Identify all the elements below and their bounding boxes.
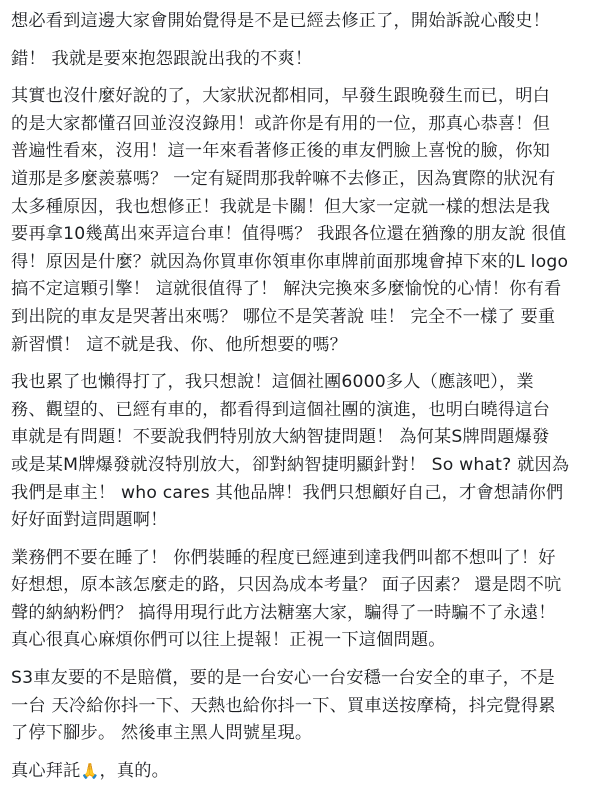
text-line: 到出院的車友是哭著出來嗎？ 哪位不是笑著說 哇！ 完全不一樣了 要重 [11,306,556,327]
closing-text-before: 真心拜託 [11,760,81,781]
text-line: 其實也沒什麼好說的了，大家狀況都相同，早發生跟晚發生而已，明白 [11,86,551,107]
text-line: 聲的納納粉們？ 搞得用現行此方法糖塞大家，騙得了一時騙不了永遠！ [11,602,556,623]
text-line: 好想想，原本該怎麼走的路，只因為成本考量？ 面子因素？ 還是悶不吭 [11,575,562,596]
text-line: 業務們不要在睡了！ 你們裝睡的程度已經連到達我們叫都不想叫了！好 [11,547,556,568]
paragraph-5 [11,545,609,655]
text-line: 想必看到這邊大家會開始覺得是不是已經去修正了，開始訴說心酸史！ [11,11,551,31]
text-line: 普遍性看來，沒用！這一年來看著修正後的車友們臉上喜悅的臉，你知 [11,141,551,162]
paragraph-1 [11,8,609,36]
paragraph-3 [11,83,609,359]
text-line: 錯！ 我就是要來抱怨跟說出我的不爽！ [11,48,313,69]
text-line: 道那是多麼羨慕嗎？ 一定有疑問那我幹嘛不去修正，因為實際的狀況有 [11,168,556,189]
closing-line [11,758,609,786]
text-line: 得！原因是什麼？就因為你買車你領車你車牌前面那塊會掉下來的L logo [11,251,569,272]
paragraph-2 [11,46,609,74]
text-line: 車就是有問題！不要說我們特別放大納智捷問題！ 為何某S牌問題爆發 [11,427,550,448]
text-line: 新習慣！ 這不就是我、你、他所想要的嗎？ [11,334,348,355]
closing-text-after: ，真的。 [99,760,170,781]
text-line: 務、觀望的、已經有車的，都看得到這個社團的演進，也明白曉得這台 [11,399,551,420]
paragraph-7 [11,758,609,786]
post-body [11,8,609,795]
text-line: 我們是車主！ who cares 其他品牌！我們只想顧好自己，才會想請你們 [11,482,564,503]
text-line: 太多種原因，我也想修正！我就是卡關！但大家一定就一樣的想法是我 [11,196,551,217]
paragraph-6 [11,665,609,748]
text-line: 或是某M牌爆發就沒特別放大，卻對納智捷明顯針對！ So what? 就因為 [11,454,570,475]
text-line: 好好面對這問題啊！ [11,510,168,531]
paragraph-4 [11,369,609,535]
text-line: 要再拿10幾萬出來弄這台車！值得嗎？ 我跟各位還在猶豫的朋友說 很值 [11,224,567,245]
praying-hands-icon: 🙏 [80,761,100,780]
text-line: 的是大家都懂召回並沒沒錄用！或許你是有用的一位，那真心恭喜！但 [11,113,551,134]
text-line: 了停下腳步。 然後車主黑人問號星現。 [11,723,313,744]
text-line: 搞不定這顆引擎！ 這就很值得了！ 解決完換來多麼愉悅的心情！你有看 [11,279,562,300]
text-line: 一台 天冷給你抖一下、天熱也給你抖一下、買車送按摩椅，抖完覺得累 [11,695,556,716]
text-line: S3車友要的不是賠償，要的是一台安心一台安穩一台安全的車子，不是 [11,668,555,689]
text-line: 真心很真心麻煩你們可以往上提報！正視一下這個問題。 [11,630,446,651]
text-line: 我也累了也懶得打了，我只想說！這個社團6000多人（應該吧），業 [11,372,534,393]
